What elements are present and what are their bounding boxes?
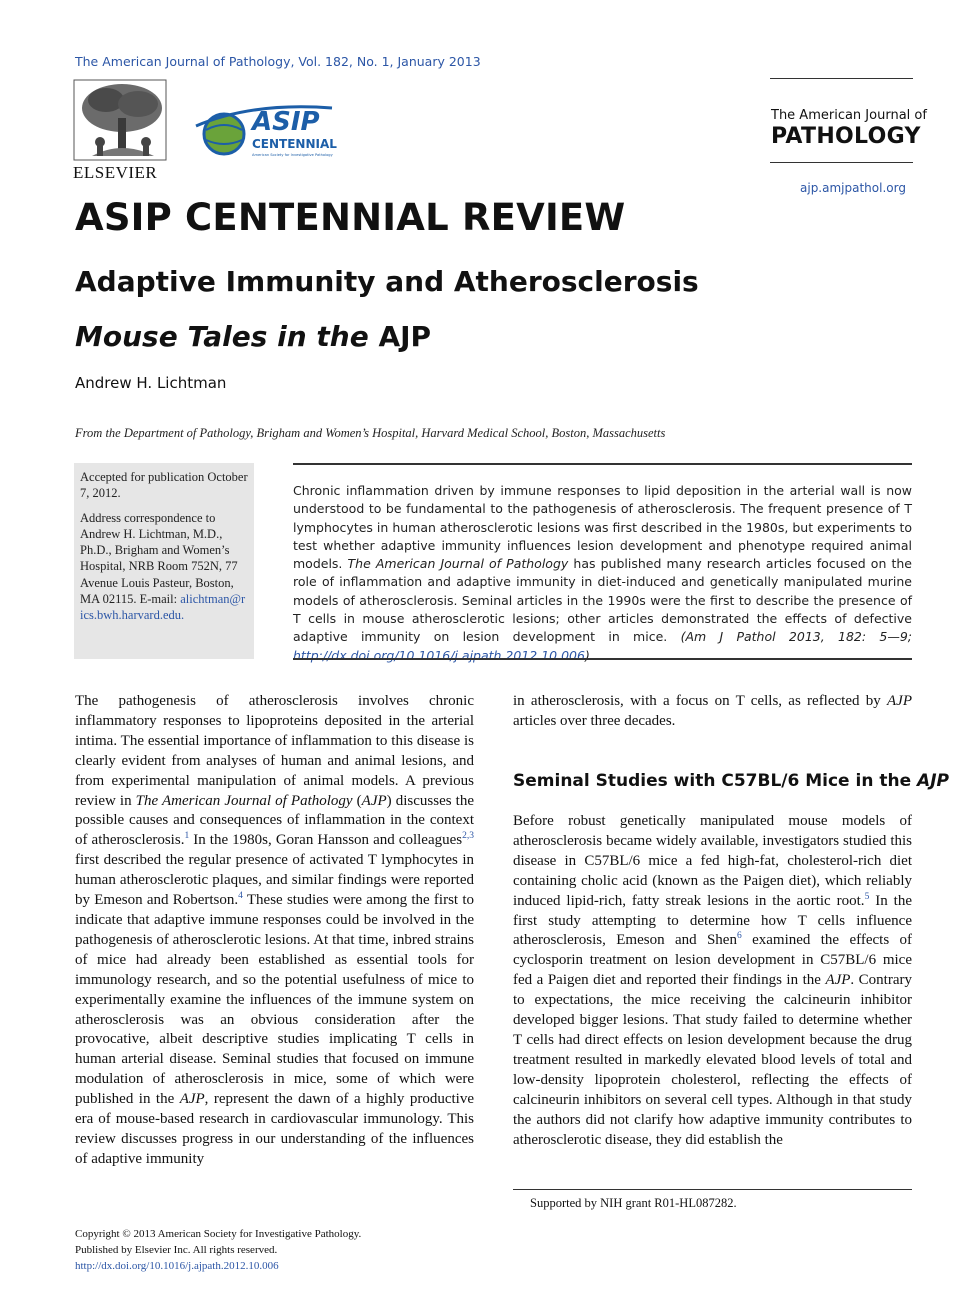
address-text: Address correspondence to Andrew H. Lichtman, M.D., Ph.D., Brigham and Women’s Hospital, NRB Room 752N, 77 Avenue Louis Pasteur, Boston, MA 02115. E-mail:	[80, 510, 238, 607]
reference-link[interactable]: 2,3	[462, 831, 474, 842]
body-paragraph: Before robust genetically manipulated mouse models of atherosclerosis became widely available, investigators studied this disease in C57BL/6 mice a fed high-fat, cholesterol-rich diet containing cholic acid (known as the Paigen diet), which reliably induced lipid-rich, fatty streak lesions in the aortic root.$^5$ In the first study attempting to determine how T cells influence atherosclerosis, Emeson and Shen$^6$ examined the effects of cyclosporin treatment on lesion development in C57BL/6 mice fed a Paigen diet and reported their findings in the AJP. Contrary to expectations, the mice receiving the calcineurin inhibitor developed bigger lesions. That study failed to determine whether T cells had direct effects on lesion development because the drug treatment resulted in markedly elevated blood levels of total and low-density lipoprotein cholesterol, reflecting the effects of calcineurin inhibitors on several cell types. Although in that study the authors did not clarify how adaptive immunity contributes to atherosclerotic disease, they did establish the	[513, 813, 913, 1148]
subtitle-plain: AJP	[378, 320, 432, 353]
subtitle-italic: Mouse Tales in the	[75, 320, 369, 353]
section-heading: Seminal Studies with C57BL/6 Mice in the AJP	[513, 771, 949, 791]
copyright-doi-link[interactable]: http://dx.doi.org/10.1016/j.ajpath.2012.10.006	[75, 1260, 279, 1272]
reference-link[interactable]: 4	[238, 891, 243, 902]
elsevier-wordmark: ELSEVIER	[73, 163, 158, 182]
correspondence-sidebar	[74, 463, 254, 659]
article-subtitle	[75, 320, 431, 353]
abstract-part1: Chronic inflammation driven by immune responses to lipid deposition in the arterial wall is now understood to be fundamental to the pathogenesis of atherosclerosis. The frequent presence of T lymphocytes in human atherosclerotic lesions was first described in the 1980s, but experiments to test whether adaptive immunity influences lesion development and phenotype required animal models.	[293, 483, 912, 572]
masthead-rule-bottom	[770, 162, 913, 163]
masthead-url-link[interactable]: ajp.amjpathol.org	[800, 181, 906, 195]
asip-logo-centennial: CENTENNIAL	[252, 137, 337, 151]
asip-logo-letters: ASIP	[252, 107, 320, 137]
body-paragraph: in atherosclerosis, with a focus on T cells, as reflected by AJP articles over three decades.	[513, 693, 912, 729]
abstract-citation-end: )	[584, 647, 590, 663]
masthead-journal-name: PATHOLOGY	[771, 124, 921, 149]
abstract	[293, 482, 912, 665]
abstract-doi-link[interactable]: http://dx.doi.org/10.1016/j.ajpath.2012.10.006	[293, 647, 585, 663]
author-name: Andrew H. Lichtman	[75, 374, 227, 392]
asip-logo-society: American Society for Investigative Pathology	[252, 153, 333, 157]
asip-centennial-logo	[192, 100, 342, 160]
copyright-line: Copyright © 2013 American Society for Investigative Pathology.	[75, 1228, 362, 1240]
section-label: ASIP CENTENNIAL REVIEW	[75, 196, 626, 239]
abstract-rule-bottom	[293, 658, 912, 660]
email-link[interactable]: alichtman@rics.bwh.harvard.edu.	[80, 592, 246, 623]
masthead-rule-top	[770, 78, 913, 79]
footnote-rule	[513, 1189, 912, 1190]
reference-link[interactable]: 5	[864, 891, 870, 902]
copyright-block	[75, 1226, 361, 1274]
reference-link[interactable]: 6	[736, 931, 742, 942]
author-affiliation: From the Department of Pathology, Brigham and Women’s Hospital, Harvard Medical School, Boston, Massachusetts	[75, 426, 666, 440]
accepted-date: Accepted for publication October 7, 2012.	[80, 470, 248, 501]
abstract-citation: (Am J Pathol 2013, 182: 5—9;	[680, 629, 912, 645]
correspondence-address	[80, 510, 248, 624]
journal-reference: The American Journal of Pathology, Vol. 182, No. 1, January 2013	[75, 54, 481, 69]
reference-link[interactable]: 1	[184, 831, 190, 842]
body-paragraph: The pathogenesis of atherosclerosis involves chronic inflammatory responses to lipoproteins deposited in the arterial intima. The essential importance of inflammation to this disease is clearly evident from analyses of human and animal lesions, and from experimental manipulation of animal models. A previous review in The American Journal of Pathology (AJP) discusses the possible causes and consequences of inflammation in the context of atherosclerosis.$^1$ In the 1980s, Goran Hansson and colleagues$^{2,3}$ first described the regular presence of activated T lymphocytes in human atherosclerotic plaques, and similar findings were reported by Emeson and Robertson.$^4$ These studies were among the first to indicate that adaptive immune responses could be involved in the pathogenesis of atherosclerotic lesions. At that time, inbred strains of mice had already been established as essential tools for immunology research, and so the potential usefulness of mice to experimentally examine the influences of the immune system on atherosclerosis was an obvious consideration after the provocative, albeit descriptive studies implicating T cells in human arterial disease. Seminal studies that focused on immune modulation of atherosclerosis in mice, some of which were published in the AJP, represent the dawn of a highly productive era of mouse-based research in cardiovascular immunology. This review discusses progress in our understanding of the influences of adaptive immunity	[75, 693, 474, 1167]
funding-footnote: Supported by NIH grant R01-HL087282.	[530, 1196, 737, 1210]
abstract-rule-top	[293, 463, 912, 465]
masthead-small-text: The American Journal of	[771, 108, 927, 123]
body-column-right-continuation	[513, 692, 912, 732]
abstract-part2: has published many research articles focused on the role of inflammation and adaptive immunity in diet-induced and genetically manipulated murine models of atherosclerosis. Seminal articles in the 1990s were the first to describe the presence of T cells in mouse atherosclerotic lesions; other articles demonstrated the effects of defective adaptive immunity on lesion development in mice.	[293, 556, 912, 645]
publisher-line: Published by Elsevier Inc. All rights reserved.	[75, 1244, 278, 1256]
article-title: Adaptive Immunity and Atherosclerosis	[75, 265, 699, 298]
body-column-left	[75, 692, 474, 1170]
abstract-journal-name: The American Journal of Pathology	[347, 556, 569, 572]
body-column-right	[513, 812, 912, 1150]
